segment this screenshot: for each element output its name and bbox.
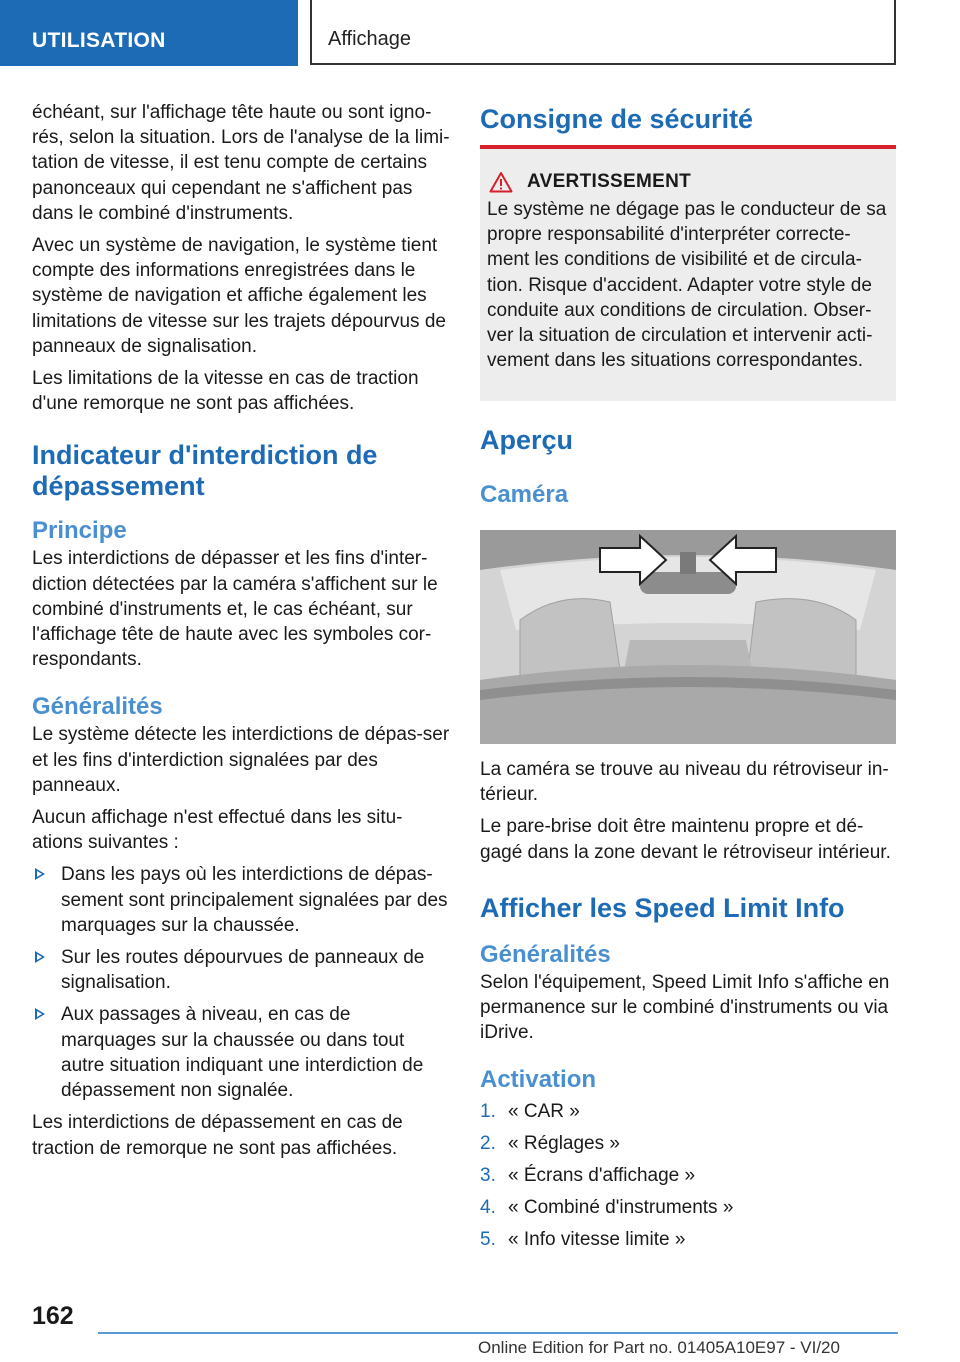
camera-photo (480, 530, 896, 744)
section-tab: UTILISATION (0, 0, 298, 66)
list-item: Dans les pays où les interdictions de dépas-sement sont principalement signalées par des marquages sur la chaussée. (32, 862, 450, 938)
paragraph: Selon l'équipement, Speed Limit Info s'affiche en permanence sur le combiné d'instruments ou via iDrive. (480, 971, 890, 1044)
bullet-triangle-icon (35, 1008, 45, 1020)
paragraph: échéant, sur l'affichage tête haute ou sont igno-rés, selon la situation. Lors de l'analyse de la limi-tation de vitesse, il est tenu compte de certains panonceaux qui cependant ne s'affichent pas dans le combiné d'instruments. (32, 102, 450, 224)
header-title-box (310, 0, 896, 65)
warning-text: Le système ne dégage pas le conducteur de sa propre responsabilité d'interpréter correcte-ment les conditions de visibilité et de circula-tion. Risque d'accident. Adapter votre style de conduite aux conditions de circulation. Obser-ver la situation de circulation et intervenir acti-vement dans les situations correspondantes. (487, 199, 887, 372)
header-title: Affichage (328, 28, 412, 50)
paragraph: Avec un système de navigation, le système tient compte des informations enregistrées dans le système de navigation et affiche également les limitations de vitesse sur les trajets dépourvus de panneaux de signalisation. (32, 235, 446, 357)
step-item: 4. « Combiné d'instruments » (480, 1197, 734, 1219)
paragraph: Aucun affichage n'est effectué dans les situ-ations suivantes : (32, 807, 403, 854)
footer-divider (98, 1332, 898, 1334)
warning-box (480, 145, 896, 401)
list-item: Aux passages à niveau, en cas de marquages sur la chaussée ou dans tout autre situation indiquant une interdiction de dépassement non signalée. (32, 1002, 450, 1103)
paragraph: La caméra se trouve au niveau du rétroviseur in-térieur. (480, 759, 889, 806)
heading-generalites: Généralités (32, 693, 163, 721)
warning-header (487, 171, 888, 193)
step-item: 5. « Info vitesse limite » (480, 1229, 686, 1251)
heading-principe: Principe (32, 517, 127, 545)
car-interior-illustration (480, 530, 896, 744)
paragraph: Les interdictions de dépassement en cas de traction de remorque ne sont pas affichées. (32, 1112, 403, 1159)
heading-consigne: Consigne de sécurité (480, 104, 754, 134)
paragraph: Le système détecte les interdictions de dépas-ser et les fins d'interdiction signalées par des panneaux. (32, 724, 450, 796)
step-item: 1. « CAR » (480, 1101, 580, 1123)
activation-steps (480, 1099, 896, 1259)
page-header (0, 0, 960, 68)
bullet-triangle-icon (35, 951, 45, 963)
left-column (32, 100, 450, 1168)
heading-camera: Caméra (480, 481, 569, 508)
list-item: Sur les routes dépourvues de panneaux de signalisation. (32, 945, 450, 995)
paragraph: Les interdictions de dépasser et les fins d'inter-diction détectées par la caméra s'affichent sur le combiné d'instruments et, le cas échéant, sur l'affichage tête de haute avec les symboles cor-respondants. (32, 548, 438, 671)
step-item: 2. « Réglages » (480, 1133, 620, 1155)
warning-title: AVERTISSEMENT (527, 171, 692, 192)
right-column-lower (480, 757, 896, 1259)
paragraph: Le pare-brise doit être maintenu propre et dé-gagé dans la zone devant le rétroviseur intérieur. (480, 816, 891, 863)
footer-edition: Online Edition for Part no. 01405A10E97 - VI/20 (478, 1338, 840, 1357)
bullet-triangle-icon (35, 868, 45, 880)
page-number: 162 (32, 1302, 74, 1330)
warning-triangle-icon (489, 171, 513, 193)
heading-apercu: Aperçu (480, 425, 574, 455)
heading-afficher: Afficher les Speed Limit Info (480, 892, 845, 923)
heading-activation: Activation (480, 1066, 597, 1094)
step-item: 3. « Écrans d'affichage » (480, 1165, 696, 1187)
paragraph: Les limitations de la vitesse en cas de traction d'une remorque ne sont pas affichées. (32, 368, 419, 415)
heading-generalites-2: Généralités (480, 940, 611, 968)
heading-overtake: Indicateur d'interdiction de dépassement (32, 440, 378, 502)
